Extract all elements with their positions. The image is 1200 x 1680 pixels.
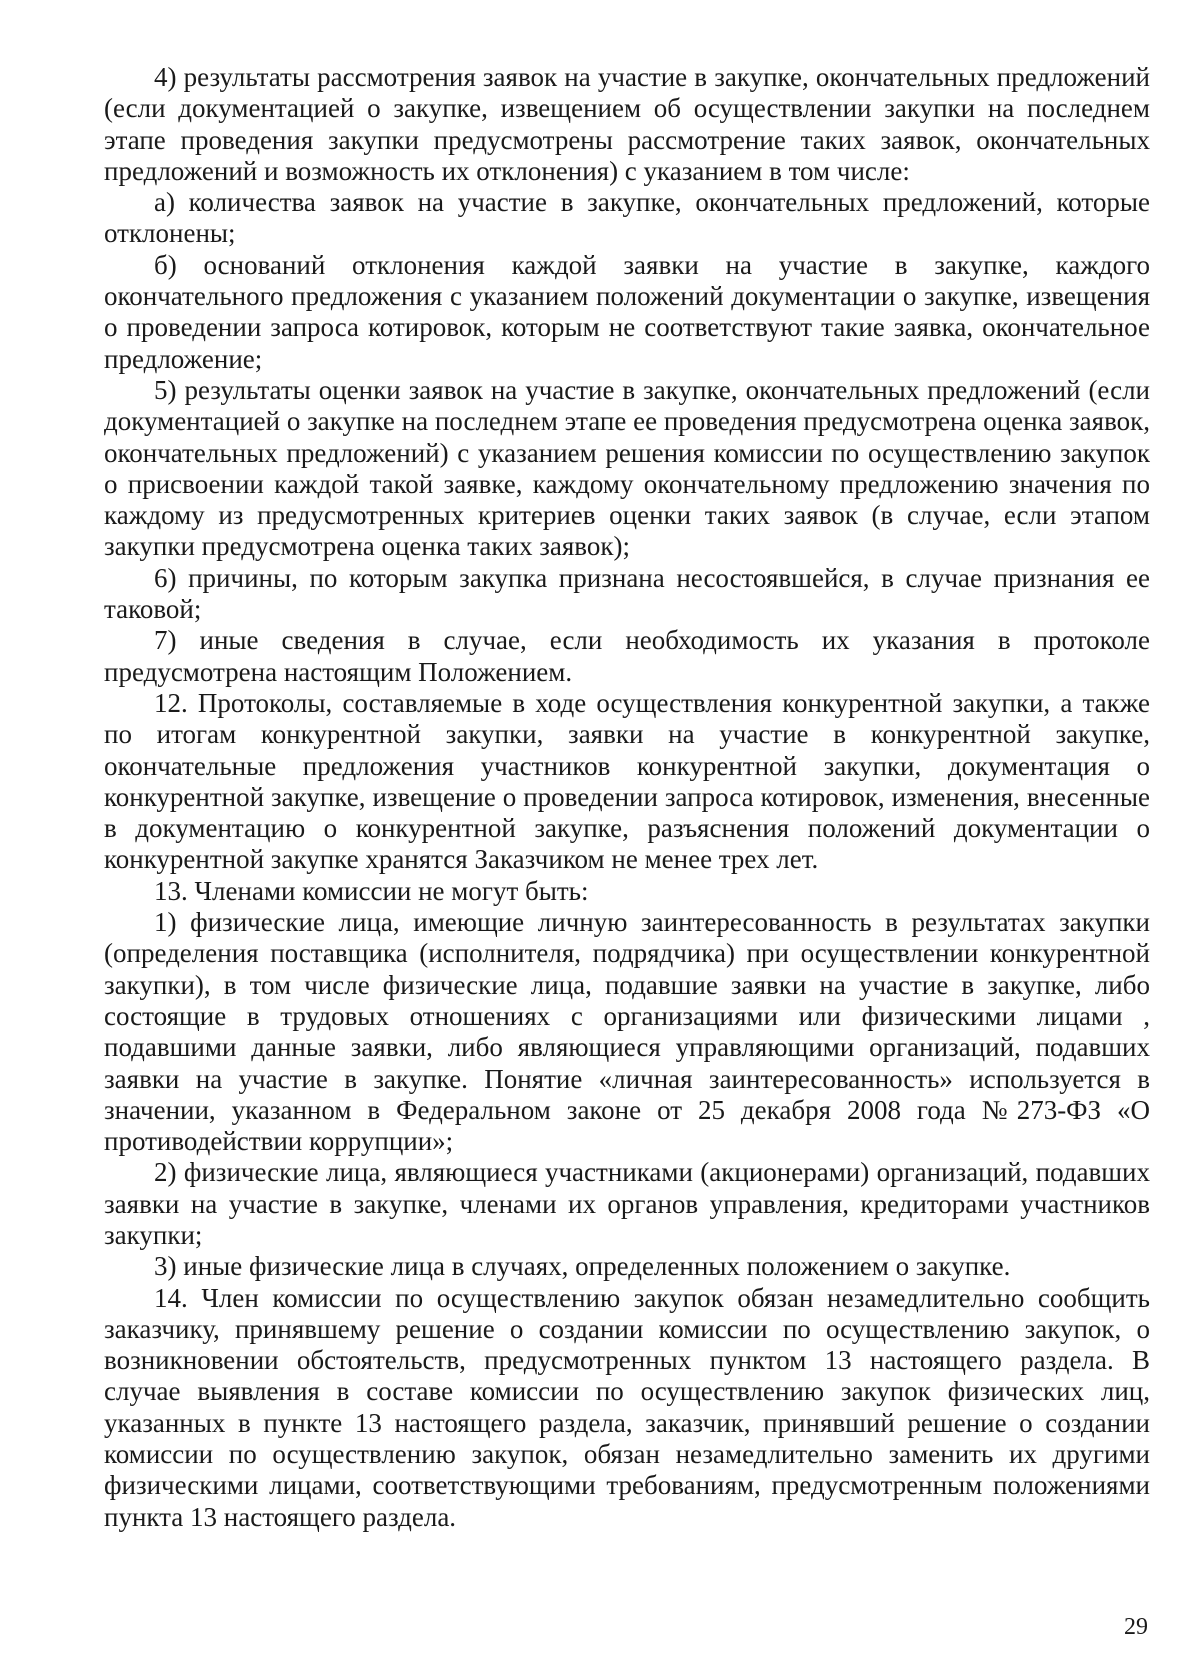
paragraph-clause-13-item-3: 3) иные физические лица в случаях, определенных положением о закупке. (154, 1251, 1011, 1282)
paragraph-clause-13-item-2: 2) физические лица, являющиеся участниками (акционерами) организаций, подавших заявки на участие в закупке, членами их органов управления, кредиторами участников закупки; (104, 1157, 1150, 1250)
paragraph-clause-14: 14. Член комиссии по осуществлению закупок обязан незамедлительно сообщить заказчику, принявшему решение о создании комиссии по осуществлению закупок, о возникновении обстоятельств, предусмотренных пунктом 13 настоящего раздела. В случае выявления в составе комиссии по осуществлению закупок физических лиц, указанных в пункте 13 настоящего раздела, заказчик, принявший решение о создании комиссии по осуществлению закупок, обязан незамедлительно заменить их другими физическими лицами, соответствующими требованиям, предусмотренным положениями пункта 13 настоящего раздела. (104, 1282, 1150, 1532)
paragraph-item-7: 7) иные сведения в случае, если необходимость их указания в протоколе предусмотрена настоящим Положением. (104, 625, 1150, 687)
paragraph-item-6: 6) причины, по которым закупка признана несостоявшейся, в случае признания ее таковой; (104, 562, 1150, 625)
paragraph-clause-13-item-1: 1) физические лица, имеющие личную заинтересованность в результатах закупки (определения поставщика (исполнителя, подрядчика) при осуществлении конкурентной закупки), в том числе физические лица, подавшие заявки на участие в закупке, либо состоящие в трудовых отношениях с организациями или физическими лицами , подавшими данные заявки, либо являющиеся управляющими организаций, подавших заявки на участие в закупке. Понятие «личная заинтересованность» используется в значении, указанном в Федеральном законе от 25 декабря 2008 года №273-ФЗ «О противодействии коррупции»; (104, 907, 1150, 1157)
paragraph-item-4: 4) результаты рассмотрения заявок на участие в закупке, окончательных предложений (если документацией о закупке, извещением об осуществлении закупки на последнем этапе проведения закупки предусмотрены рассмотрение таких заявок, окончательных предложений и возможность их отклонения) с указанием в том числе: (104, 62, 1150, 186)
document-body (104, 62, 1150, 1533)
page-number: 29 (1124, 1614, 1148, 1640)
paragraph-clause-13: 13. Членами комиссии не могут быть: (154, 875, 589, 906)
paragraph-clause-12: 12. Протоколы, составляемые в ходе осуществления конкурентной закупки, а также по итогам конкурентной закупки, заявки на участие в конкурентной закупке, окончательные предложения участников конкурентной закупки, документация о конкурентной закупке, извещение о проведении запроса котировок, изменения, внесенные в документацию о конкурентной закупке, разъяснения положений документации о конкурентной закупке хранятся Заказчиком не менее трех лет. (104, 687, 1150, 875)
paragraph-subitem-b: б) оснований отклонения каждой заявки на участие в закупке, каждого окончательного предложения с указанием положений документации о закупке, извещения о проведении запроса котировок, которым не соответствуют такие заявка, окончательное предложение; (104, 249, 1150, 374)
paragraph-item-5: 5) результаты оценки заявок на участие в закупке, окончательных предложений (если документацией о закупке на последнем этапе ее проведения предусмотрена оценка заявок, окончательных предложений) с указанием решения комиссии по осуществлению закупок о присвоении каждой такой заявке, каждому окончательному предложению значения по каждому из предусмотренных критериев оценки таких заявок (в случае, если этапом закупки предусмотрена оценка таких заявок); (104, 374, 1150, 562)
paragraph-subitem-a: а) количества заявок на участие в закупке, окончательных предложений, которые отклонены; (104, 187, 1150, 249)
